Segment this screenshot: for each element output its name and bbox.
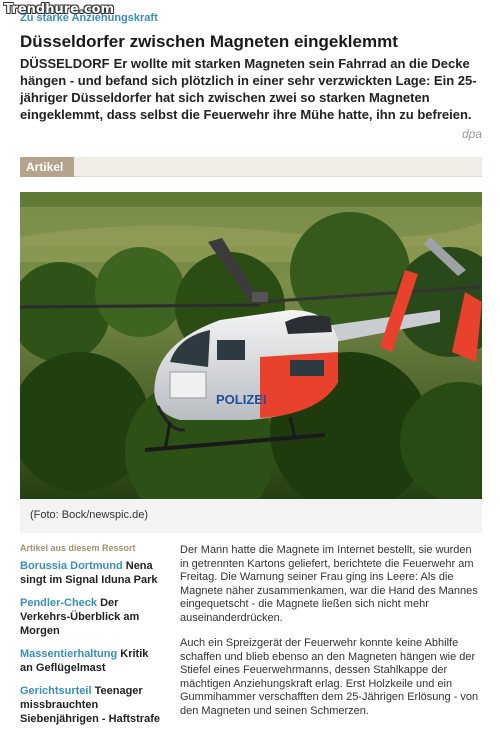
photo-caption-box — [20, 499, 482, 533]
article-headline: Düsseldorfer zwischen Magneten eingeklemmt — [20, 32, 398, 51]
related-link[interactable]: Massentierhaltung — [20, 648, 118, 660]
tab-artikel[interactable]: Artikel — [20, 157, 74, 177]
related-link[interactable]: Pendler-Check — [20, 597, 98, 609]
related-item[interactable] — [20, 684, 160, 726]
photo-caption: (Foto: Bock/newspic.de) — [30, 509, 148, 521]
article-body — [180, 544, 482, 730]
article-paragraph: Auch ein Spreizgerät der Feuerwehr konnte keine Abhilfe schaffen und blieb ebenso an den Magneten hängen wie der Stiefel eines Feuerwehrmanns, dessen Stahlkappe der mächtigen Anziehungskraft erlag. Erst Holzkeile und ein Gummihammer verschafften dem 25-Jährigen Erlösung - von den Magneten und seinen Schmerzen. — [180, 637, 479, 717]
photo-label: POLIZEI — [216, 392, 267, 407]
related-text[interactable]: Nena singt im Signal Iduna Park — [20, 560, 158, 586]
source-credit: dpa — [461, 127, 482, 141]
related-item[interactable] — [20, 647, 160, 675]
related-text[interactable]: Teenager missbrauchten Siebenjährigen - Haftstrafe — [20, 685, 160, 725]
related-text[interactable]: Der Verkehrs-Überblick am Morgen — [20, 597, 140, 637]
watermark: Trendhure.com — [4, 2, 115, 17]
related-item[interactable] — [20, 596, 160, 638]
helicopter-photo-graphic — [20, 192, 482, 499]
article-lead — [20, 55, 482, 123]
article-kicker: Zu starke Anziehungskraft — [20, 12, 158, 24]
related-text[interactable]: Kritik an Geflügelmast — [20, 648, 149, 674]
related-articles — [20, 543, 160, 735]
lead-location: DÜSSELDORF — [20, 56, 110, 71]
section-tabbar — [20, 157, 482, 177]
article-paragraph: Der Mann hatte die Magnete im Internet bestellt, sie wurden in getrennten Kartons geliefert, berichtete die Feuerwehr am Freitag. Die Warnung seiner Frau ging ins Leere: Als die Magnete näher zusammenkamen, war die Hand des Mannes eingequetscht - die Magnete ließen sich nicht mehr auseinanderdrücken. — [180, 544, 478, 624]
article-photo[interactable] — [20, 192, 482, 499]
related-heading: Artikel aus diesem Ressort — [20, 543, 136, 553]
related-link[interactable]: Borussia Dortmund — [20, 560, 123, 572]
related-item[interactable] — [20, 559, 160, 587]
related-link[interactable]: Gerichtsurteil — [20, 685, 92, 697]
lead-text: Er wollte mit starken Magneten sein Fahrrad an die Decke hängen - und befand sich plötzlich in einer sehr verzwickten Lage: Ein 25-jähriger Düsseldorfer hat sich zwischen zwei so starken Magneten eingeklemmt, dass selbst die Feuerwehr ihre Mühe hatte, ihn zu befreien. — [20, 56, 477, 122]
